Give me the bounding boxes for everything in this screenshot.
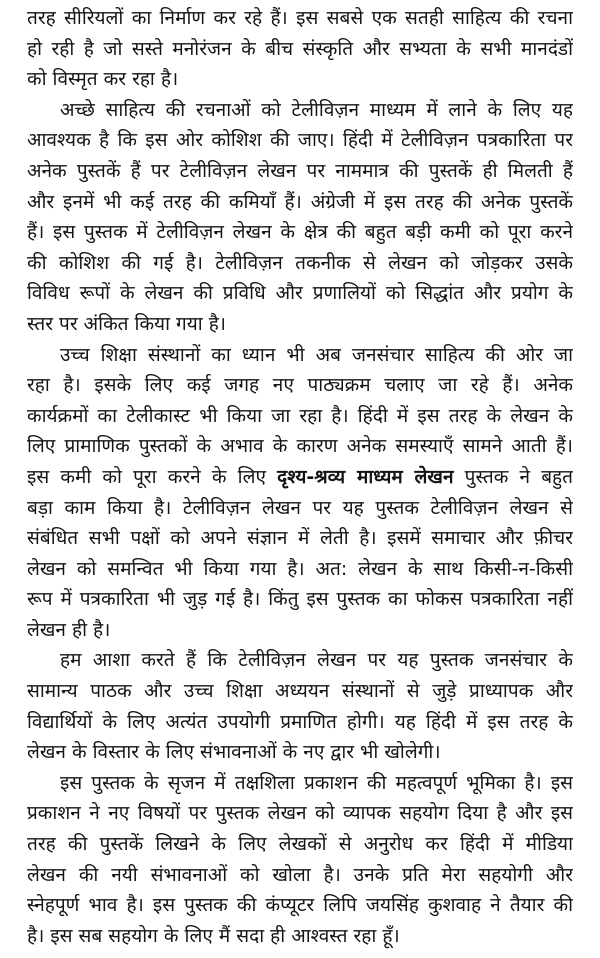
text-line (27, 431, 573, 462)
text-segment: अच्छे साहित्य की रचनाओं को टेलीविज़न माध्यम में लाने के लिए यह (60, 98, 573, 121)
text-line (27, 860, 573, 891)
text-line (27, 645, 573, 676)
text-segment: बड़ा काम किया है। टेलीविज़न लेखन पर यह पुस्तक टेलीविज़न लेखन से (27, 496, 573, 519)
text-segment: की कोशिश की गई है। टेलीविज़न तकनीक से लेखन को जोड़कर उसके (27, 251, 573, 274)
text-segment: प्रकाशन ने नए विषयों पर पुस्तक लेखन को व्यापक सहयोग दिया है और इस (27, 802, 573, 825)
text-line (27, 248, 573, 279)
paragraph (27, 645, 573, 767)
text-segment: उच्च शिक्षा संस्थानों का ध्यान भी अब जनसंचार साहित्य की ओर जा (60, 343, 573, 366)
paragraph (27, 3, 573, 95)
text-segment: संबंधित सभी पक्षों को अपने संज्ञान में लेती है। इसमें समाचार और फ़ीचर (27, 527, 573, 550)
text-line (27, 493, 573, 524)
text-segment: सामान्य पाठक और उच्च शिक्षा अध्ययन संस्थानों से जुड़े प्राध्यापक और (27, 680, 573, 703)
text-segment: है। इस सब सहयोग के लिए मैं सदा ही आश्वस्त रहा हूँ। (27, 924, 400, 947)
text-segment: विद्यार्थियों के लिए अत्यंत उपयोगी प्रमाणित होगी। यह हिंदी में इस तरह के (27, 710, 573, 733)
text-segment: लेखन को समन्वित भी किया गया है। अत: लेखन के साथ किसी-न-किसी (27, 557, 573, 580)
bold-book-title: दृश्य-श्रव्य माध्यम लेखन (277, 465, 454, 488)
text-segment: कार्यक्रमों का टेलीकास्ट भी किया जा रहा है। हिंदी में इस तरह के लेखन के (27, 404, 573, 427)
text-line (27, 370, 573, 401)
text-segment: रहा है। इसके लिए कई जगह नए पाठ्यक्रम चलाए जा रहे हैं। अनेक (27, 374, 573, 397)
text-segment: अनेक पुस्तकें हैं पर टेलीविज़न लेखन पर नाममात्र की पुस्तकें ही मिलती हैं (27, 159, 573, 182)
text-segment: पुस्तक ने बहुत (453, 465, 573, 488)
text-segment: इस पुस्तक के सृजन में तक्षशिला प्रकाशन की महत्वपूर्ण भूमिका है। इस (60, 771, 573, 794)
text-line (27, 829, 573, 860)
text-segment: और इनमें भी कई तरह की कमियाँ हैं। अंग्रेजी में इस तरह की अनेक पुस्तकें (27, 190, 573, 213)
text-line (27, 340, 573, 371)
text-line (27, 125, 573, 156)
text-segment: लिए प्रामाणिक पुस्तकों के अभाव के कारण अनेक समस्याएँ सामने आती हैं। (27, 435, 573, 458)
text-line (27, 187, 573, 218)
text-line (27, 523, 573, 554)
text-line (27, 921, 573, 952)
text-line (27, 95, 573, 126)
document-page (27, 3, 573, 951)
text-segment: लेखन की नयी संभावनाओं को खोला है। उनके प्रति मेरा सहयोगी और (27, 863, 573, 886)
text-segment: तरह की पुस्तकें लिखने के लिए लेखकों से अनुरोध कर हिंदी में मीडिया (27, 833, 573, 856)
paragraph (27, 340, 573, 646)
text-segment: को विस्मृत कर रहा है। (27, 68, 179, 91)
text-segment: रूप में पत्रकारिता भी जुड़ गई है। किंतु इस पुस्तक का फोकस पत्रकारिता नहीं (27, 588, 573, 611)
text-line (27, 156, 573, 187)
paragraph (27, 768, 573, 952)
text-line (27, 584, 573, 615)
text-segment: हम आशा करते हैं कि टेलीविज़न लेखन पर यह पुस्तक जनसंचार के (60, 649, 573, 672)
text-segment: हो रही है जो सस्ते मनोरंजन के बीच संस्कृति और सभ्यता के सभी मानदंडों (27, 37, 573, 60)
text-line (27, 707, 573, 738)
text-line (27, 278, 573, 309)
text-line (27, 34, 573, 65)
text-line (27, 64, 573, 95)
text-segment: लेखन के विस्तार के लिए संभावनाओं के नए द्वार भी खोलेगी। (27, 741, 441, 764)
text-line (27, 798, 573, 829)
text-segment: लेखन ही है। (27, 618, 111, 641)
text-line (27, 676, 573, 707)
text-segment: विविध रूपों के लेखन की प्रविधि और प्रणालियों को सिद्धांत और प्रयोग के (27, 282, 573, 305)
text-segment: स्तर पर अंकित किया गया है। (27, 312, 226, 335)
text-line (27, 737, 573, 768)
text-line (27, 3, 573, 34)
paragraph (27, 95, 573, 340)
text-line (27, 890, 573, 921)
text-line (27, 554, 573, 585)
text-line (27, 462, 573, 493)
text-line (27, 309, 573, 340)
text-segment: हैं। इस पुस्तक में टेलीविज़न लेखन के क्षेत्र की बहुत बड़ी कमी को पूरा करने (27, 221, 573, 244)
text-segment: आवश्यक है कि इस ओर कोशिश की जाए। हिंदी में टेलीविज़न पत्रकारिता पर (27, 129, 573, 152)
text-segment: स्नेहपूर्ण भाव है। इस पुस्तक की कंप्यूटर लिपि जयसिंह कुशवाह ने तैयार की (27, 894, 573, 917)
text-line (27, 768, 573, 799)
text-line (27, 401, 573, 432)
text-segment: तरह सीरियलों का निर्माण कर रहे हैं। इस सबसे एक सतही साहित्य की रचना (27, 7, 573, 29)
text-line (27, 615, 573, 646)
text-segment: इस कमी को पूरा करने के लिए (27, 465, 278, 488)
text-line (27, 217, 573, 248)
